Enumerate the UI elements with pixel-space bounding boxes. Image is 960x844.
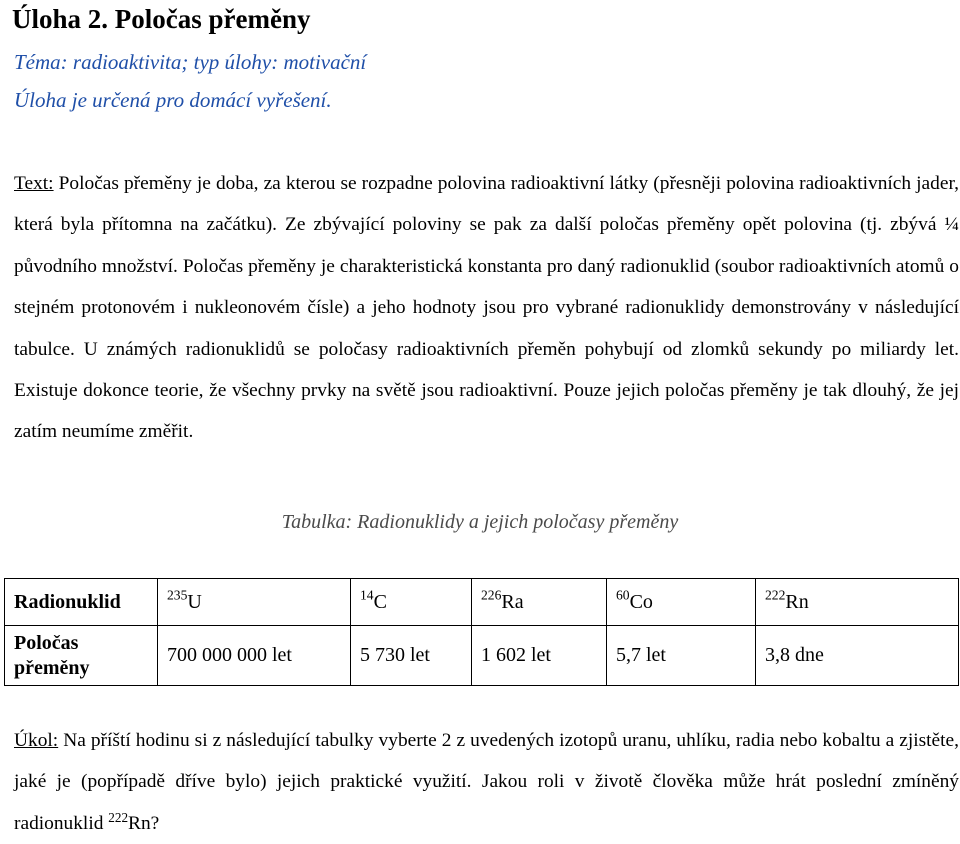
element-symbol: Co: [629, 590, 653, 613]
nuclide-cell: [472, 579, 607, 626]
half-life-cell: 700 000 000 let: [158, 626, 351, 686]
purpose-line: Úloha je určená pro domácí vyřešení.: [14, 88, 332, 112]
half-life-cell: 5,7 let: [607, 626, 756, 686]
element-symbol: Ra: [501, 590, 524, 613]
mass-number: 222: [108, 809, 129, 825]
radionuclid-header: Radionuklid: [5, 579, 158, 626]
nuclide-cell: [351, 579, 472, 626]
table-row: [5, 579, 959, 626]
topic-line: Téma: radioaktivita; typ úlohy: motivační: [14, 50, 367, 74]
task-label: Úkol:: [14, 730, 59, 751]
element-symbol: Rn: [128, 812, 151, 834]
nuclide-cell: [607, 579, 756, 626]
nuclide-cell: [158, 579, 351, 626]
nuclide-cell: [756, 579, 959, 626]
text-body: Poločas přeměny je doba, za kterou se rozpadne polovina radioaktivní látky (přesněji polovina radioaktivních jader, která byla přítomna na začátku). Ze zbývající poloviny se pak za další poločas přeměny opět polovina (tj. zbývá ¼ původního množství. Poločas přeměny je charakteristická konstanta pro daný radionuklid (soubor radioaktivních atomů o stejném protonovém i nukleonovém čísle) a jeho hodnoty jsou pro vybrané radionuklidy demonstrovány v následující tabulce. U známých radionuklidů se poločasy radioaktivních přeměn pohybují od zlomků sekundy po miliardy let. Existuje dokonce teorie, že všechny prvky na světě jsou radioaktivní. Pouze jejich poločas přeměny je tak dlouhý, že jej zatím neumíme změřit.: [14, 173, 959, 443]
half-life-header: Poločas přeměny: [5, 626, 158, 686]
page-title: Úloha 2. Poločas přeměny: [12, 4, 311, 34]
text-label: Text:: [14, 173, 54, 194]
mass-number: 60: [616, 587, 630, 603]
mass-number: 235: [167, 587, 188, 603]
text-paragraph: [14, 163, 959, 453]
mass-number: 14: [360, 587, 374, 603]
table-row: [5, 626, 959, 686]
table-caption: Tabulka: Radionuklidy a jejich poločasy přeměny: [281, 511, 679, 533]
task-paragraph: [14, 720, 959, 844]
element-symbol: C: [373, 590, 387, 613]
radionuclide-table: [4, 578, 959, 686]
half-life-cell: 3,8 dne: [756, 626, 959, 686]
half-life-cell: 5 730 let: [351, 626, 472, 686]
half-life-cell: 1 602 let: [472, 626, 607, 686]
element-symbol: Rn: [785, 590, 809, 613]
task-end: ?: [150, 812, 160, 834]
mass-number: 222: [765, 587, 786, 603]
task-body: Na příští hodinu si z následující tabulky vyberte 2 z uvedených izotopů uranu, uhlíku, radia nebo kobaltu a zjistěte, jaké je (popřípadě dříve bylo) jejich praktické využití. Jakou roli v životě člověka může hrát poslední zmíněný radionuklid: [14, 730, 959, 834]
element-symbol: U: [187, 590, 202, 613]
mass-number: 226: [481, 587, 502, 603]
